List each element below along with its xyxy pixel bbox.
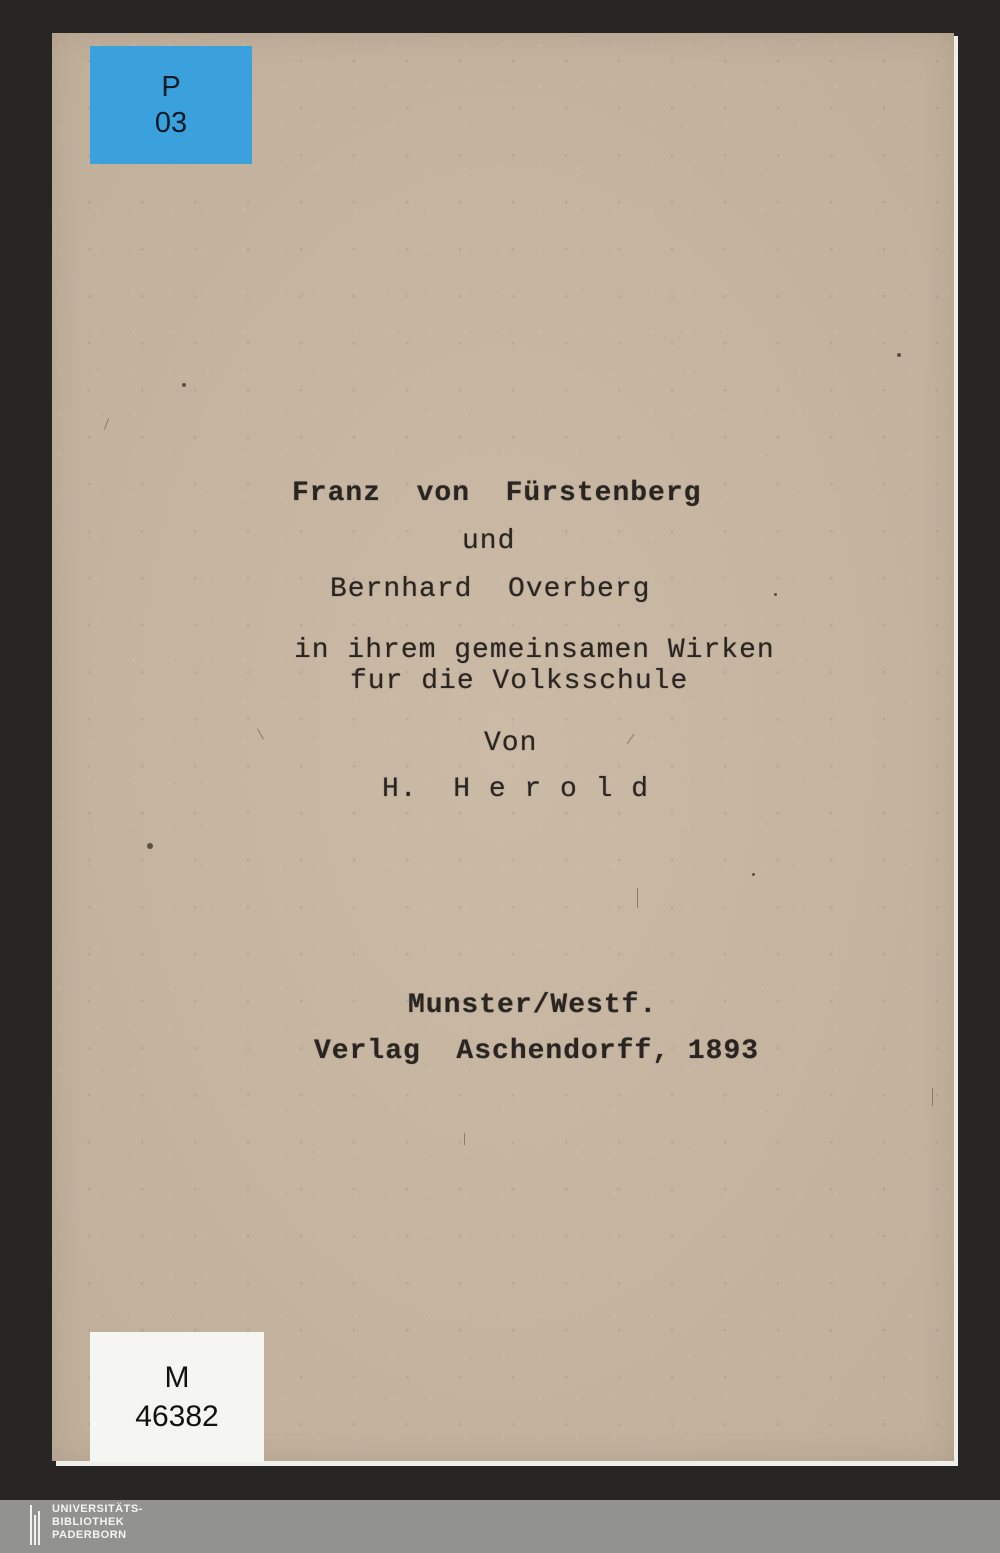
library-name-line-3: PADERBORN xyxy=(52,1529,127,1541)
subtitle-line-1: in ihrem gemeinsamen Wirken xyxy=(294,635,775,666)
paper-fiber xyxy=(104,418,109,430)
library-name-line-2: BIBLIOTHEK xyxy=(52,1516,125,1528)
library-name xyxy=(52,1503,143,1542)
footer-bar xyxy=(0,1500,1000,1553)
author-name: H. H e r o l d xyxy=(382,774,650,805)
paper-fiber xyxy=(464,1133,465,1145)
paper-speck xyxy=(147,843,153,849)
paper-speck xyxy=(897,353,901,357)
library-logo-icon xyxy=(30,1505,44,1545)
paper-fiber xyxy=(932,1088,933,1106)
paper-fiber xyxy=(257,729,264,740)
shelf-label-p03 xyxy=(90,46,252,164)
subtitle-line-2: fur die Volksschule xyxy=(350,666,689,697)
shelf-label-letter: P xyxy=(161,70,181,103)
paper-speck xyxy=(752,873,755,876)
library-name-line-1: UNIVERSITÄTS- xyxy=(52,1503,143,1515)
imprint-place: Munster/Westf. xyxy=(408,990,658,1021)
paper-speck xyxy=(182,383,186,387)
title-line-1: Franz von Fürstenberg xyxy=(292,478,702,509)
call-number-value: 46382 xyxy=(135,1400,219,1433)
paper-speck xyxy=(774,593,777,596)
paper-fiber xyxy=(627,734,635,744)
imprint-publisher: Verlag Aschendorff, 1893 xyxy=(314,1036,760,1067)
shelf-label-number: 03 xyxy=(154,107,188,139)
call-number-letter: M xyxy=(164,1361,190,1394)
paper-fiber xyxy=(637,888,638,908)
call-number-label xyxy=(90,1332,264,1462)
title-line-3: Bernhard Overberg xyxy=(330,574,651,605)
author-by: Von xyxy=(484,728,538,759)
title-line-2: und xyxy=(462,526,516,557)
